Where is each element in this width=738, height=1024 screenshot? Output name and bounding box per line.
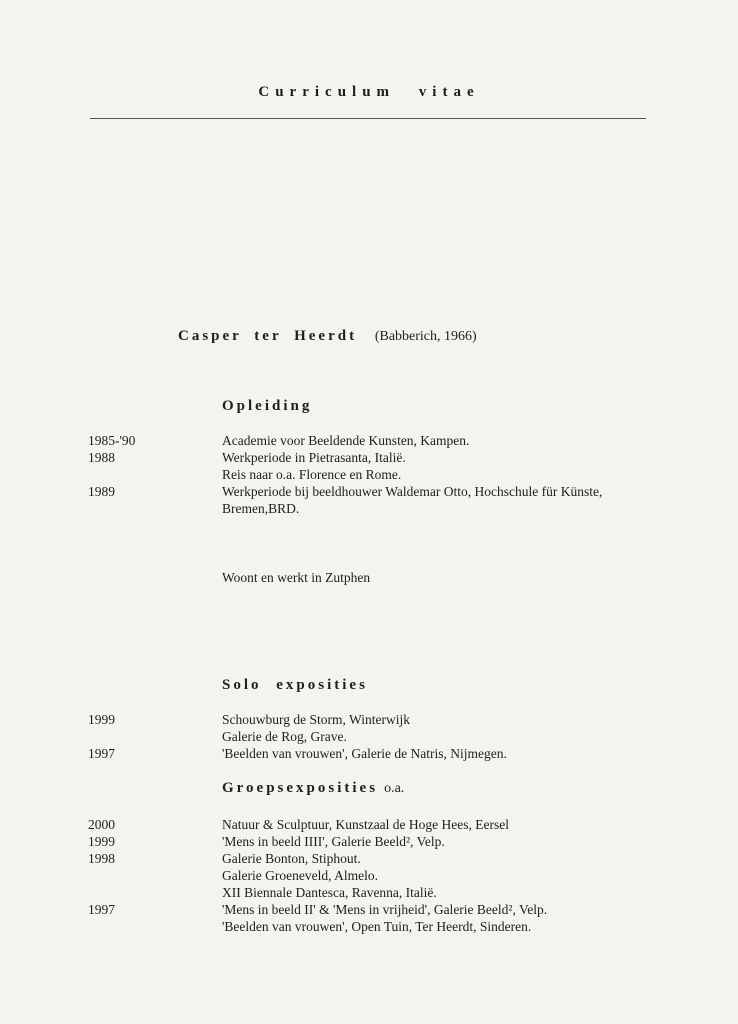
entry-text: 'Mens in beeld II' & 'Mens in vrijheid', Galerie Beeld², Velp. — [222, 902, 548, 917]
birth-info: (Babberich, 1966) — [374, 329, 477, 344]
entry-text: 'Beelden van vrouwen', Galerie de Natris, Nijmegen. — [222, 746, 507, 761]
list-item — [0, 901, 738, 918]
entry-text: Galerie Bonton, Stiphout. — [222, 851, 361, 866]
list-item — [0, 500, 738, 517]
entry-year: 1999 — [88, 834, 115, 849]
entry-text: Schouwburg de Storm, Winterwijk — [222, 712, 410, 727]
list-item — [0, 850, 738, 867]
list-item — [0, 483, 738, 500]
entry-text: Natuur & Sculptuur, Kunstzaal de Hoge Hees, Eersel — [222, 817, 510, 832]
entry-year: 1997 — [88, 902, 115, 917]
entry-text: Bremen,BRD. — [222, 501, 300, 516]
artist-name: Casper ter Heerdt — [178, 328, 358, 344]
list-item — [0, 816, 738, 833]
entry-year: 1998 — [88, 851, 115, 866]
list-item — [0, 432, 738, 449]
heading-opleiding: Opleiding — [222, 398, 313, 414]
name-line — [178, 328, 477, 345]
entry-text: Werkperiode bij beeldhouwer Waldemar Otto, Hochschule für Künste, — [222, 484, 603, 499]
entry-year: 1999 — [88, 712, 115, 727]
entry-year: 2000 — [88, 817, 115, 832]
entry-text: Galerie de Rog, Grave. — [222, 729, 347, 744]
list-item — [0, 466, 738, 483]
entry-text: 'Mens in beeld IIII', Galerie Beeld², Velp. — [222, 834, 445, 849]
entry-year: 1988 — [88, 450, 115, 465]
entry-text: Reis naar o.a. Florence en Rome. — [222, 467, 402, 482]
list-item — [0, 833, 738, 850]
entry-text: 'Beelden van vrouwen', Open Tuin, Ter Heerdt, Sinderen. — [222, 919, 532, 934]
list-item — [0, 884, 738, 901]
list-item — [0, 745, 738, 762]
list-item — [0, 711, 738, 728]
heading-groep — [222, 780, 404, 797]
list-item — [0, 449, 738, 466]
list-item — [0, 728, 738, 745]
groep-list — [0, 816, 738, 935]
opleiding-list — [0, 432, 738, 517]
entry-text: Werkperiode in Pietrasanta, Italië. — [222, 450, 406, 465]
heading-solo: Solo exposities — [222, 677, 368, 693]
entry-text: Academie voor Beeldende Kunsten, Kampen. — [222, 433, 470, 448]
page-title: Curriculum vitae — [258, 84, 480, 100]
groep-heading-suffix: o.a. — [384, 781, 405, 796]
entry-text: Galerie Groeneveld, Almelo. — [222, 868, 378, 883]
list-item — [0, 918, 738, 935]
entry-year: 1997 — [88, 746, 115, 761]
residence-note: Woont en werkt in Zutphen — [222, 570, 371, 585]
groep-heading-text: Groepsexposities — [222, 780, 379, 796]
entry-text: XII Biennale Dantesca, Ravenna, Italië. — [222, 885, 437, 900]
solo-list — [0, 711, 738, 762]
entry-year: 1985-'90 — [88, 433, 136, 448]
list-item — [0, 867, 738, 884]
title-rule — [90, 118, 646, 119]
entry-year: 1989 — [88, 484, 115, 499]
